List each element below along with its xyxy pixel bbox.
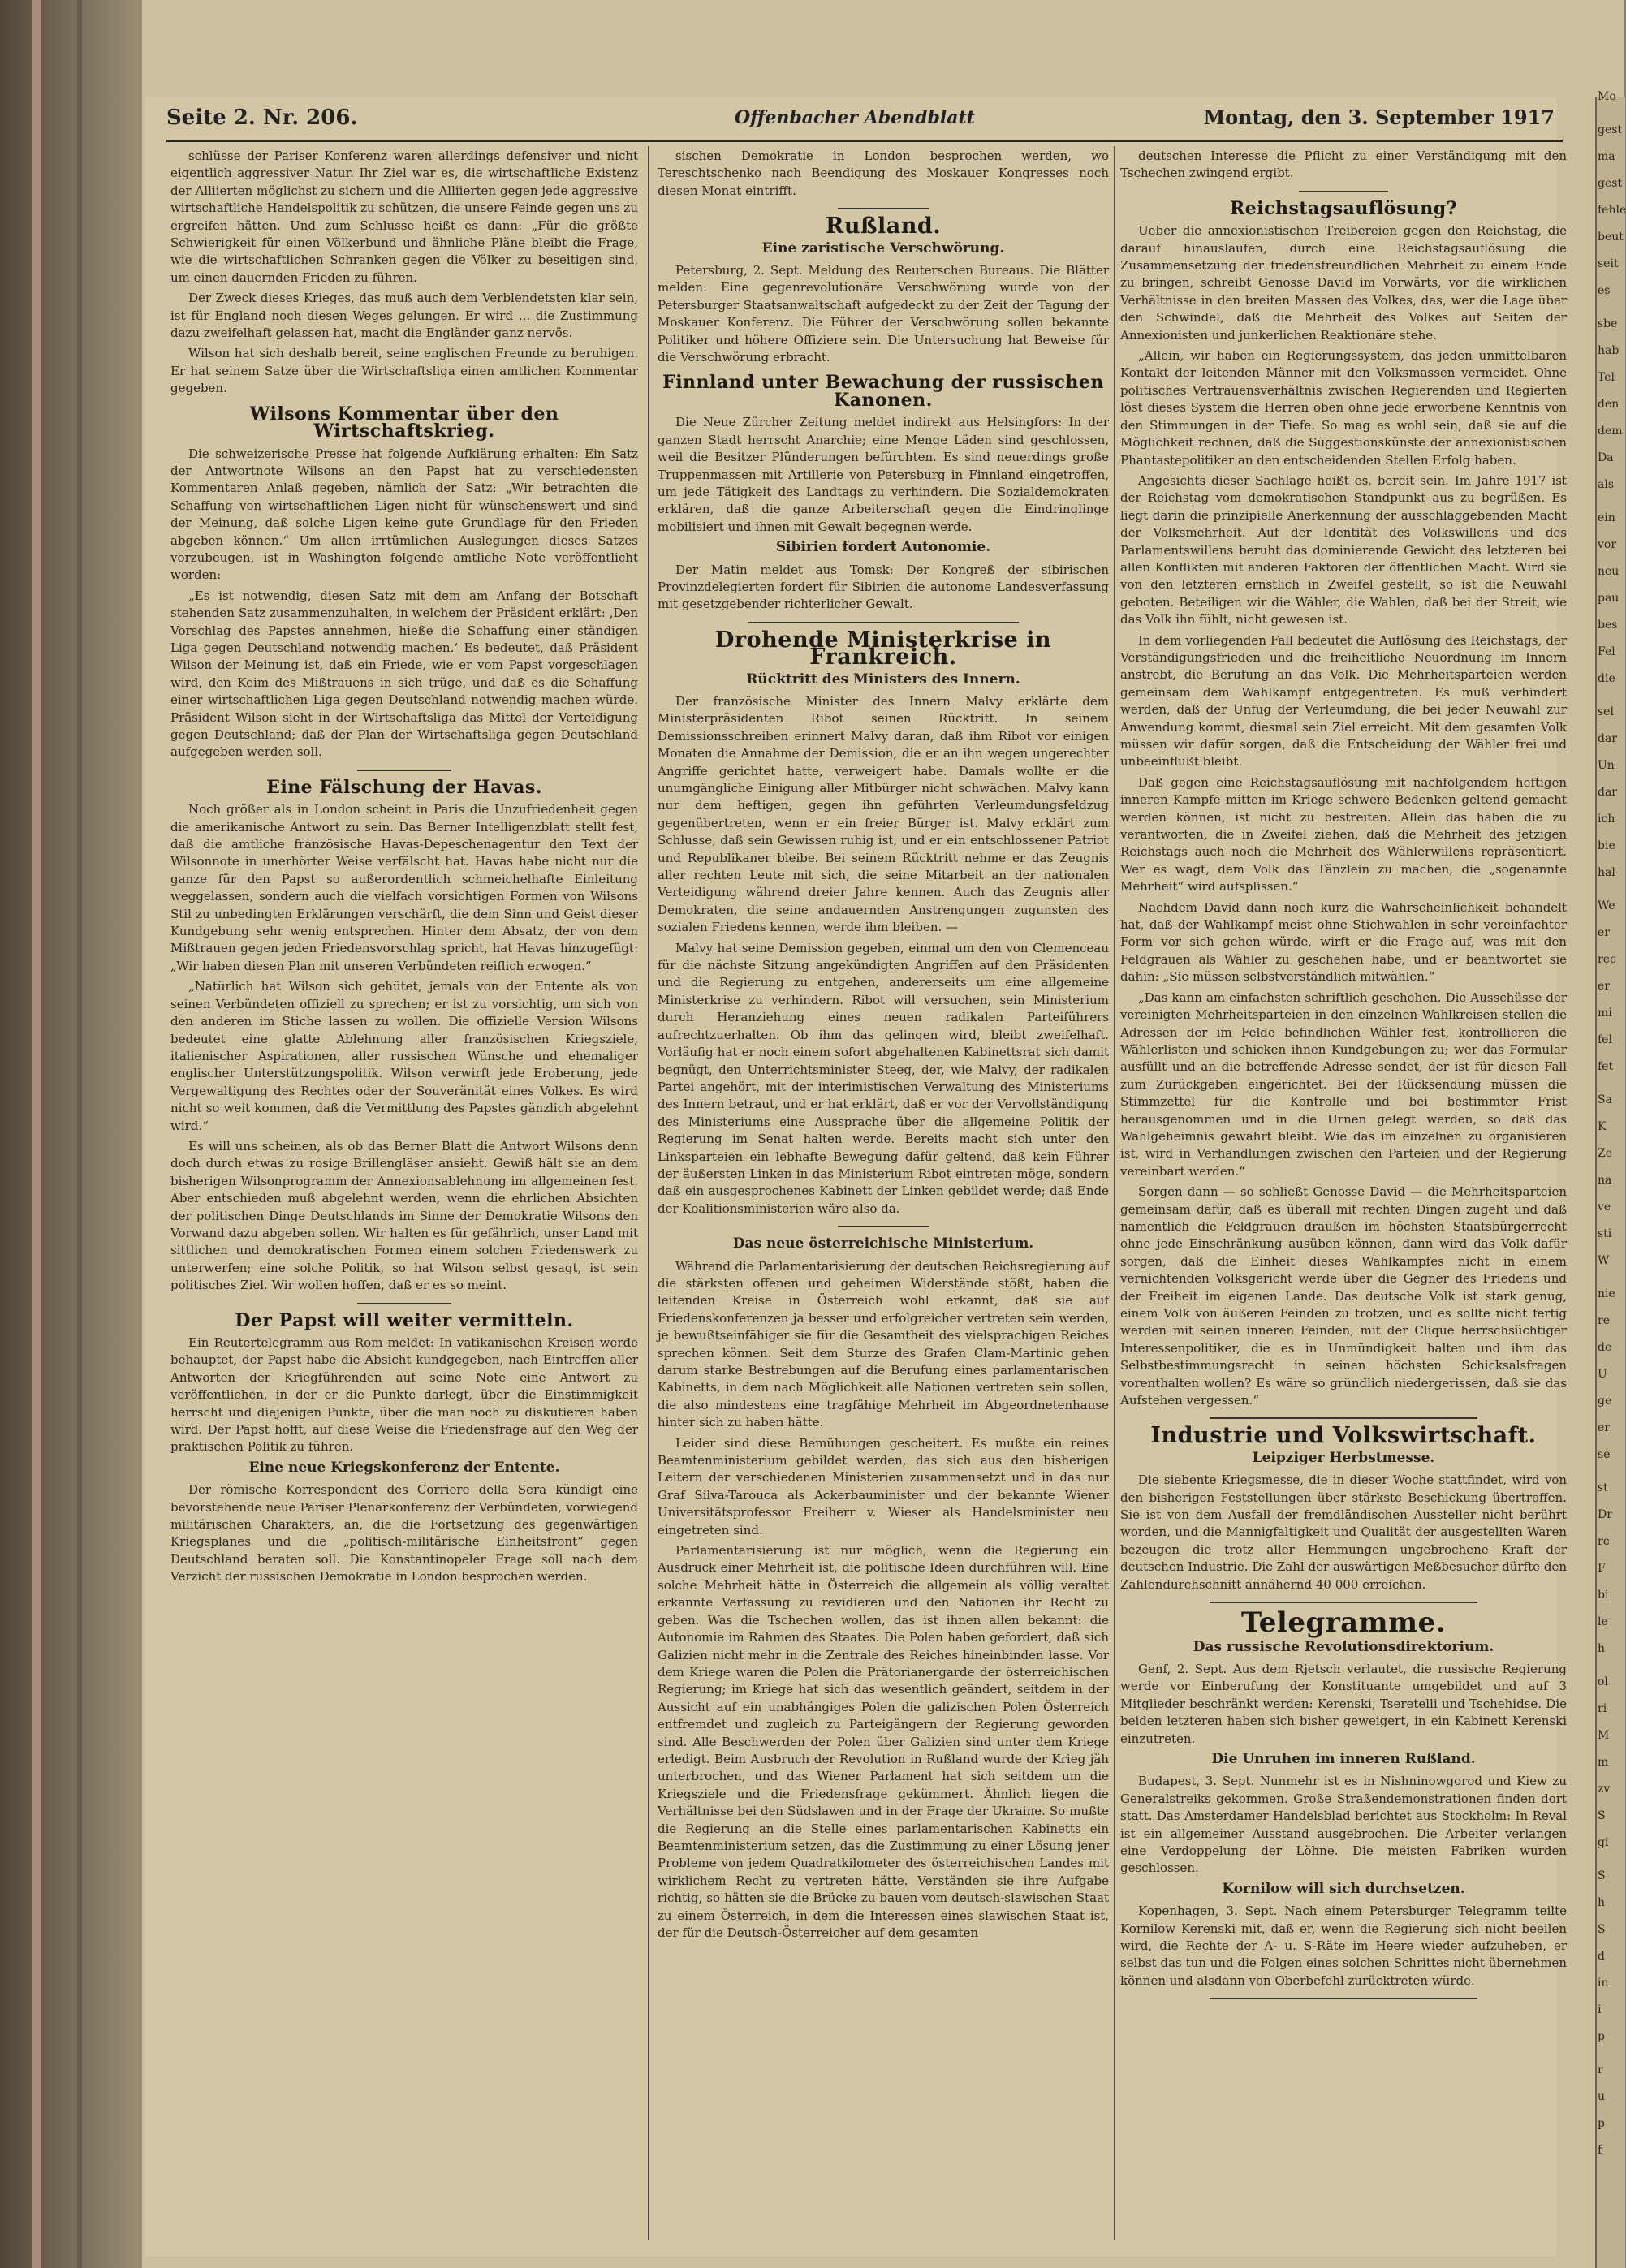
edge-fragment: ma <box>1598 150 1615 163</box>
section-heading: Rußland. <box>825 213 942 239</box>
paragraph: deutschen Interesse die Pflicht zu einer Verständigung mit den Tschechen zwingend ergibt. <box>1120 149 1567 181</box>
edge-fragment: ri <box>1598 1702 1607 1715</box>
paragraph: Es will uns scheinen, als ob das Berner Blatt die Antwort Wilsons denn doch durch etwas zu rosige Brillengläser ansieht. Gewiß hält sie an dem bisherigen Wilsonprogramm der Annexionsablehnung im allgemeinen fest. Aber entschieden muß abgelehnt werden, wenn die ehrlichen Absichten der politischen Dinge Deutschlands im Sinne der Demokratie Wilsons den Vorwand dazu abgeben sollen. Wir halten es für gefährlich, unser Land mit sittlichen und demokratischen Formen einem solchen Friedenswerk zu unterwerfen; eine solche Politik, so hat Wilson selbst gesagt, ist sein politisches Ziel. Wir wollen hoffen, daß er es so meint. <box>170 1138 638 1293</box>
edge-fragment: gest <box>1598 177 1623 190</box>
edge-fragment: rec <box>1598 953 1616 966</box>
book-spine <box>0 0 142 2268</box>
edge-fragment: als <box>1598 478 1615 491</box>
article-heading: Drohende Ministerkrise in Frankreich. <box>714 627 1051 670</box>
paragraph: Sorgen dann — so schließt Genosse David — die Mehrheitsparteien gemeinsam dafür, daß es überall mit rechten Dingen zugeht und daß namentlich die Feldgrauen draußen im höchsten Staatsbürgerrecht ohne jede Einschränkung ausüben können, dann wird das Volk dafür sorgen, daß die Einheit dieses Wahlkampfes nicht in einem vernichtenden Volksgericht werde über die Gegner des Friedens und der Freiheit im eigenen Lande. Das deutsche Volk ist stark genug, einem Volk von äußeren Feinden zu trotzen, und es sollte nicht fertig werden mit seinen inneren Feinden, mit der Clique herrschsüchtiger Interessenpolitiker, die es in Unmündigkeit halten und ihm das Selbstbestimmungsrecht in seinen höchsten Schicksalsfragen vorenthalten wollen? Es wäre so gründlich niedergerissen, daß sie das Aufstehen vergessen.“ <box>1120 1184 1567 1408</box>
edge-fragment: bes <box>1598 619 1618 632</box>
edge-fragment: in <box>1598 1977 1609 1990</box>
edge-fragment: Tel <box>1598 371 1615 384</box>
paragraph: „Das kann am einfachsten schriftlich geschehen. Die Ausschüsse der vereinigten Mehrheitsparteien in den einzelnen Wahlkreisen stellen die Adressen der im Felde befindlichen Wähler fest, kontrollieren die Wählerlisten und schicken ihnen Kundgebungen zu; wer das Formular ausfüllt und an die betreffende Adresse sendet, der ist für diesen Fall zum Zurückgeben eingerichtet. Bei der Rücksendung müssen die Stimmzettel für die Kontrolle und bei bestimmter Frist herausgenommen und in die Urnen gelegt werden, so daß das Wahlgeheimnis gewahrt bleibt. Wie das im einzelnen zu organisieren ist, wird in Verhandlungen zwischen den Parteien und der Regierung vereinbart werden.“ <box>1120 990 1567 1179</box>
paragraph: Malvy hat seine Demission gegeben, einmal um den von Clemenceau für die nächste Sitzung angekündigten Angriffen auf den Präsidenten und die Regierung zu entgehen, andererseits um eine allgemeine Ministerkrise zu verhindern. Ribot will versuchen, sein Ministerium durch Heranziehung eines neuen radikalen Parteiführers aufrechtzuerhalten. Ob ihm das gelingen wird, bleibt zweifelhaft. Vorläufig hat er noch einem sofort abgehaltenen Kabinettsrat sich damit begnügt, den Unterrichtsminister Steeg, der, wie Malvy, der radikalen Partei angehört, mit der interimistischen Verwaltung des Ministeriums des Innern betraut, und er hat erklärt, daß er vor der Vervollständigung des Ministeriums eine Aussprache über die allgemeine Politik der Regierung im Senat halten werde. Bereits macht sich unter den Linksparteien ein lebhafte Bewegung dafür geltend, daß kein Führer der äußersten Linken in das Ministerium Ribot eintreten möge, sondern daß ein ausgesprochenes Kabinett der Linken gebildet werde; daß Ende der Koalitionsministerien wäre also da. <box>658 940 1109 1216</box>
edge-fragment: Ze <box>1598 1147 1613 1160</box>
paragraph: Während die Parlamentarisierung der deutschen Reichsregierung auf die stärksten offenen und geheimen Widerstände stößt, haben die leitenden Kreise in Österreich wohl erkannt, daß sie auf Friedenskonferenzen ja besser und erfolgreicher vertreten sein werden, je bewußtseinfähiger sie für die Gesamtheit des vielsprachigen Reiches sprechen können. Seit dem Sturze des Grafen Clam-Martinic gehen darum starke Bestrebungen auf die Berufung eines parlamentarischen Kabinetts, in dem nach Möglichkeit alle Nationen vertreten sein sollen, die also mindestens eine tragfähige Mehrheit im Abgeordnetenhause hinter sich zu haben hätte. <box>658 1258 1109 1430</box>
article-heading: Eine Fälschung der Havas. <box>266 776 542 798</box>
paragraph: Parlamentarisierung ist nur möglich, wenn die Regierung ein Ausdruck einer Mehrheit ist, die politische Ideen durchführen will. Eine solche Mehrheit hätte in Österreich die allgemein als völlig veraltet erkannte Verfassung zu revidieren und den Nationen ihr Recht zu geben. Was die Tschechen wollen, das ist ihnen allen bekannt: die Autonomie im Rahmen des Staates. Die Polen haben gefordert, daß sich Galizien nicht mehr in die Zentrale des Reiches hineinbinden lasse. Vor dem Kriege waren die Polen die Prätorianergarde der österreichischen Regierung; im Kriege hat sich das wesentlich geändert, seitdem in der Aussicht auf ein unabhängiges Polen die galizischen Polen Österreich entfremdet und zugleich zu Parteigängern der Regierung geworden sind. Alle Beschwerden der Polen über Galizien sind unter dem Kriege erledigt. Beim Ausbruch der Revolution in Rußland wurde der Krieg jäh unterbrochen, und das Wiener Parlament hat sich seitdem um die Kriegsziele und die Friedensfrage gekümmert. Ähnlich liegen die Verhältnisse bei den Südslawen und in der Frage der Ukraine. So mußte die Regierung an die Stelle eines parlamentarischen Kabinetts ein Beamtenministerium setzen, das die Zustimmung zu einer Lösung jener Probleme von jedem Quadratkilometer des österreichischen Landes mit wirklichem Recht zu vertreten hätte. Verständen sie ihre Aufgabe richtig, so hätten sie die Brücke zu bauen vom deutsch-slawischen Staat zu einem Österreich, in dem die Interessen eines slawischen Staat ist, der für die Deutsch-Österreicher auf dem gesamten <box>658 1543 1109 1940</box>
edge-fragment: er <box>1598 1421 1610 1434</box>
edge-fragment: f <box>1598 2144 1602 2157</box>
edge-fragment: dar <box>1598 732 1618 745</box>
edge-fragment: er <box>1598 926 1610 939</box>
paragraph: Die schweizerische Presse hat folgende Aufklärung erhalten: Ein Satz der Antwortnote Wilsons an den Papst hat zu verschiedensten Kommentaren Anlaß gegeben, nämlich der Satz: „Wir betrachten die Schaffung von wirtschaftlichen Ligen nicht für wünschenswert und sind der Meinung, daß solche Ligen keine gute Grundlage für den Frieden abgeben können.“ Um allen irrtümlichen Auslegungen dieses Satzes vorzubeugen, ist in Washington folgende amtliche Note veröffentlicht worden: <box>170 446 638 583</box>
article-subheading: Eine zaristische Verschwörung. <box>761 239 1005 257</box>
edge-fragment: hab <box>1598 344 1620 357</box>
column-divider <box>648 146 649 2240</box>
paragraph: Ein Reutertelegramm aus Rom meldet: In vatikanischen Kreisen werde behauptet, der Papst habe die Absicht kundgegeben, nach Eintreffen aller Antworten der Kriegführenden auf seine Note eine Antwort zu veröffentlichen, in der er die Punkte darlegt, über die Einstimmigkeit herrscht und diejenigen Punkte, über die man noch zu diskutieren haben wird. Der Papst hofft, auf diese Weise die Friedensfrage auf den Weg der praktischen Politik zu führen. <box>170 1335 638 1455</box>
edge-fragment: bie <box>1598 839 1615 852</box>
edge-fragment: sbe <box>1598 317 1618 330</box>
section-heading: Industrie und Volkswirtschaft. <box>1150 1423 1537 1449</box>
edge-fragment: ich <box>1598 813 1615 826</box>
edge-fragment: re <box>1598 1535 1610 1548</box>
article-heading: Reichstagsauflösung? <box>1230 197 1457 219</box>
paragraph: Genf, 2. Sept. Aus dem Rjetsch verlautet, die russische Regierung werde vor Einberufung der Konstituante umgebildet und auf 3 Mitglieder beschränkt werden: Kerenski, Tseretelli und Tschehidse. Die beiden letzteren haben sich bisher geweigert, in ein Kabinett Kerenski einzutreten. <box>1120 1661 1567 1746</box>
paragraph: Budapest, 3. Sept. Nunmehr ist es in Nishninowgorod und Kiew zu Generalstreiks gekommen. Große Straßendemonstrationen finden dort statt. Das Amsterdamer Handelsblad berichtet aus Stockholm: In Reval ist ein allgemeiner Ausstand ausgebrochen. Die Arbeiter verlangen eine Verdoppelung der Löhne. Die meisten Fabriken wurden geschlossen. <box>1120 1774 1567 1876</box>
issue-date: Montag, den 3. September 1917 <box>1203 106 1555 129</box>
paragraph: Der französische Minister des Innern Malvy erklärte dem Ministerpräsidenten Ribot seinen Rücktritt. In seinem Demissionsschreiben erinnert Malvy daran, daß ihm Ribot vor einigen Monaten die Annahme der Demission, die er an ihn wegen ungerechter Angriffe gerichtet hatte, verweigert habe. Damals wollte er die unumgängliche Einigung aller Mitbürger nicht schwächen. Malvy kann nur dem heftigen, gegen ihn geführten Verleumdungsfeldzug gegenübertreten, wenn er ein freier Bürger ist. Malvy erklärt zum Schlusse, daß sein Gewissen ruhig ist, und er ein entschlossener Patriot und Republikaner bleibe. Bei seinem Rücktritt nehme er das Zeugnis aller rechten Leute mit sich, die seine Mitarbeit an der nationalen Verteidigung während dreier Jahre kennen. Auch das Zeugnis aller Demokraten, die seine andauernden Anstrengungen zugunsten des sozialen Friedens kennen, werde ihm bleiben. — <box>658 693 1109 935</box>
edge-fragment: S <box>1598 1809 1606 1822</box>
edge-fragment: den <box>1598 398 1620 411</box>
edge-fragment: le <box>1598 1615 1608 1628</box>
edge-fragment: Da <box>1598 451 1614 464</box>
page-header <box>166 106 1563 138</box>
edge-fragment: Dr <box>1598 1508 1612 1521</box>
edge-fragment: r <box>1598 2063 1603 2076</box>
edge-fragment: gest <box>1598 123 1623 136</box>
column-3 <box>1120 148 1567 2226</box>
paragraph: sischen Demokratie in London besprochen werden, wo Tereschtschenko nach Beendigung des Moskauer Kongresses noch diesen Monat eintrifft. <box>658 149 1109 198</box>
edge-fragment: fel <box>1598 1033 1612 1046</box>
spine-stripe-dark <box>77 0 82 2268</box>
edge-fragment: ve <box>1598 1201 1611 1214</box>
paragraph: „Allein, wir haben ein Regierungssystem, das jeden unmittelbaren Kontakt der leitenden Männer mit den Volksmassen vermeidet. Ohne politisches Vertrauensverhältnis zwischen Regierenden und Regierten löst dieses System die Herren oben ohne jede erworbene Kenntnis von den Stimmungen in der Tiefe. So mag es wohl sein, daß sie auf die Möglichkeit rechnen, daß die Suggestionskünste der annexionistischen Phantastepolitiker an den entscheidenden Stellen Erfolg haben. <box>1120 348 1567 468</box>
edge-fragment: M <box>1598 1729 1610 1742</box>
edge-fragment: beut <box>1598 231 1624 244</box>
edge-fragment: sti <box>1598 1227 1612 1240</box>
edge-fragment: er <box>1598 980 1610 993</box>
edge-fragment: Un <box>1598 759 1615 772</box>
column-1 <box>170 148 638 2226</box>
edge-fragment: p <box>1598 2117 1605 2130</box>
divider <box>1299 191 1388 192</box>
article-subheading: Das neue österreichische Ministerium. <box>732 1235 1034 1253</box>
page-number: Seite 2. Nr. 206. <box>166 106 358 130</box>
divider <box>357 1303 451 1304</box>
article-subheading: Das russische Revolutionsdirektorium. <box>1193 1638 1494 1655</box>
article-subheading: Die Unruhen im inneren Rußland. <box>1211 1750 1476 1767</box>
edge-fragment: seit <box>1598 257 1619 270</box>
edge-fragment: nie <box>1598 1287 1615 1300</box>
edge-fragment: gi <box>1598 1836 1609 1849</box>
article-heading: Der Papst will weiter vermitteln. <box>235 1309 574 1331</box>
edge-fragment: Mo <box>1598 90 1616 103</box>
edge-fragment: fehle <box>1598 204 1626 217</box>
paragraph: „Es ist notwendig, diesen Satz mit dem am Anfang der Botschaft stehenden Satz zusammenzuhalten, in welchem der Präsident erklärt: ‚Den Vorschlag des Papstes annehmen, hieße die Schaffung einer ständigen Liga gegen Deutschland notwendig machen.‘ Es bedeutet, daß Präsident Wilson der Meinung ist, daß ein Friede, wie er vom Papst vorgeschlagen wird, den Keim des Mißtrauens in sich trüge, und daß es die Schaffung einer wirtschaftlichen Liga gegen Deutschland notwendig machen würde. Präsident Wilson sieht in der Wirtschaftsliga das Mittel der Verteidigung gegen Deutschland; daß der Plan der Wirtschaftsliga gegen Deutschland aufgegeben werden soll. <box>170 588 638 760</box>
header-rule <box>166 140 1563 142</box>
article-subheading: Kornilow will sich durchsetzen. <box>1222 1880 1465 1897</box>
edge-fragment: die <box>1598 672 1615 685</box>
paragraph: Ueber die annexionistischen Treibereien gegen den Reichstag, die darauf hinauslaufen, durch eine Reichstagsauflösung die Zusammensetzung der friedensfreundlichen Mehrheit zu einem Ende zu bringen, schreibt Genosse David im Vorwärts, vor die wirklichen Verhältnisse in den breiten Massen des Volkes, das, wer die Lage über den Schwindel, daß die Mehrheit des Volkes auf Seiten der Annexionisten und junkerlichen Reaktionäre stehe. <box>1120 223 1567 343</box>
edge-fragment: u <box>1598 2090 1606 2103</box>
paragraph: „Natürlich hat Wilson sich gehütet, jemals von der Entente als von seinen Verbündeten offiziell zu sprechen; er ist zu vorsichtig, um sich von den anderen im Stiche lassen zu wollen. Die offizielle Version Wilsons bedeutet eine glatte Ablehnung aller französischen Kriegsziele, italienischer Aspirationen, aller russischen Wünsche und ehemaliger englischer Unterstützungspolitik. Wilson verwirft jede Eroberung, jede Vergewaltigung des Rechtes oder der Souveränität eines Volkes. Es wird nicht so weit kommen, daß die Vermittlung des Papstes gänzlich abgelehnt wird.“ <box>170 979 638 1133</box>
edge-fragment: p <box>1598 2030 1605 2043</box>
edge-fragment: F <box>1598 1562 1606 1575</box>
column-divider <box>1114 146 1115 2240</box>
divider <box>357 770 451 771</box>
edge-fragment: pau <box>1598 592 1620 605</box>
paragraph: Der römische Korrespondent des Corriere della Sera kündigt eine bevorstehende neue Pariser Plenarkonferenz der Verbündeten, vorwiegend militärischen Charakters, an, die die Fortsetzung des gegenwärtigen Kriegsplanes und die „politisch-militärische Einheitsfront“ gegen Deutschland beraten soll. Die Konstantinopeler Frage soll nach dem Verzicht der russischen Demokratie in London besprochen werden. <box>170 1482 638 1585</box>
edge-fragment: m <box>1598 1756 1609 1769</box>
paragraph: Wilson hat sich deshalb bereit, seine englischen Freunde zu beruhigen. Er hat seinem Satze über die Wirtschaftsliga einen amtlichen Kommentar gegeben. <box>170 346 638 396</box>
paragraph: schlüsse der Pariser Konferenz waren allerdings defensiver und nicht eigentlich aggressiver Natur. Ihr Ziel war es, die wirtschaftliche Existenz der Alliierten möglichst zu sichern und die Alliierten gegen jede aggressive wirtschaftliche Handelspolitik zu schützen, die unsere Feinde gegen uns zu ergreifen hätten. Und zum Schlusse heißt es dann: „Für die größte Schwierigkeit für einen Völkerbund und ähnliche Pläne bleibt die Frage, wie die wirtschaftlichen Schranken gegen die Völker zu beseitigen sind, um einen dauernden Frieden zu führen. <box>170 149 638 285</box>
section-heading: Telegramme. <box>1240 1606 1447 1640</box>
article-heading: Finnland unter Bewachung der russischen Kanonen. <box>662 372 1104 411</box>
edge-fragment: h <box>1598 1896 1606 1909</box>
edge-fragment: Fel <box>1598 645 1615 658</box>
paragraph: Der Zweck dieses Krieges, das muß auch dem Verblendetsten klar sein, ist für England noch diesen Weges gelungen. Er wird ... die Zustimmung dazu zweifelhaft gelassen hat, macht die Engländer ganz nervös. <box>170 291 638 341</box>
edge-fragment: re <box>1598 1314 1610 1327</box>
column-2 <box>658 148 1109 2226</box>
edge-fragment: K <box>1598 1120 1607 1133</box>
article-subheading: Leipziger Herbstmesse. <box>1252 1449 1435 1466</box>
article-subheading: Rücktritt des Ministers des Innern. <box>746 670 1020 688</box>
divider <box>838 208 928 209</box>
edge-fragment: S <box>1598 1923 1606 1936</box>
edge-fragment: sel <box>1598 705 1614 718</box>
edge-fragment: na <box>1598 1174 1612 1187</box>
edge-fragment: mi <box>1598 1007 1612 1020</box>
paragraph: Leider sind diese Bemühungen gescheitert. Es mußte ein reines Beamtenministerium gebildet werden, das sich aus den bisherigen Leitern der verschiedenen Ministerien zusammensetzt und in das nur Graf Silva-Tarouca als Ackerbauminister und der bekannte Wiener Universitätsprofessor Freiherr v. Wieser als Handelsminister neu eingetreten sind. <box>658 1435 1109 1537</box>
paragraph: Noch größer als in London scheint in Paris die Unzufriedenheit gegen die amerikanische Antwort zu sein. Das Berner Intelligenzblatt stellt fest, daß die amtliche französische Havas-Depeschenagentur den Text der Wilsonnote in unerhörter Weise verfälscht hat. Havas habe nicht nur die ganze für den Papst so außerordentlich schmeichelhafte Einleitung weggelassen, sondern auch die vielfach vorsichtigen Formen von Wilsons Stil zu unbedingten Erklärungen verschärft, die dem Sinn und Geist dieser Kundgebung sehr wenig entsprechen. Hinter dem Absatz, der von dem Mißtrauen gegen jeden Friedensvorschlag spricht, hat Havas hinzugefügt: „Wir haben diesen Plan mit unseren Verbündeten reiflich erwogen.“ <box>170 802 638 973</box>
edge-fragment: S <box>1598 1869 1606 1882</box>
edge-fragment: ge <box>1598 1395 1612 1408</box>
paragraph: Daß gegen eine Reichstagsauflösung mit nachfolgendem heftigen inneren Kampfe mitten im Kriege schwere Bedenken geltend gemacht werden können, ist nicht zu bestreiten. Allein das haben die zu verantworten, die in Zweifel ziehen, daß die Mehrheit des jetzigen Reichstags auch noch die Mehrheit des Wählerwillens repräsentiert. Wer es wagt, dem Volk das Tänzlein zu machen, die „sogenannte Mehrheit“ wird aufsplissen.“ <box>1120 774 1567 895</box>
divider <box>748 622 1019 623</box>
edge-fragment: vor <box>1598 538 1617 551</box>
edge-fragment: dem <box>1598 425 1623 438</box>
edge-fragment: U <box>1598 1368 1607 1381</box>
paragraph: Die siebente Kriegsmesse, die in dieser Woche stattfindet, wird von den bisherigen Feststellungen über stärkste Beschickung übertroffen. Sie ist von dem Ausfall der fremdländischen Aussteller nicht berührt worden, und die Mannigfaltigkeit und Qualität der ausgestellten Waren bezeugen die trotz aller Hemmungen ungebrochene Kraft der deutschen Industrie. Die Zahl der auswärtigen Meßbesucher dürfte den Zahlendurchschnitt annähernd 40 000 erreichen. <box>1120 1472 1567 1592</box>
edge-fragment: se <box>1598 1448 1611 1461</box>
divider <box>1210 1998 1477 1999</box>
paragraph: Die Neue Zürcher Zeitung meldet indirekt aus Helsingfors: In der ganzen Stadt herrscht Anarchie; eine Menge Läden sind geschlossen, weil die Besitzer Plünderungen befürchten. Es sind neuerdings große Truppenmassen mit Artillerie von Petersburg in Finnland eingetroffen, um jede Tätigkeit des Landtags zu verhindern. Die Sozialdemokraten erklären, daß die ganze Arbeiterschaft gegen die Eindringlinge mobilisiert und ihnen mit Gewalt begegnen werde. <box>658 415 1109 534</box>
edge-fragment: ol <box>1598 1675 1608 1688</box>
edge-fragment: bi <box>1598 1589 1609 1602</box>
divider <box>1210 1417 1477 1419</box>
edge-fragment: dar <box>1598 786 1618 799</box>
paragraph: Nachdem David dann noch kurz die Wahrscheinlichkeit behandelt hat, daß der Wahlkampf meist ohne Stichwahlen in sehr vereinfachter Form vor sich gehen würde, wirft er die Frage auf, was mit den Feldgrauen als Wähler zu geschehen habe, und er beantwortet sie dahin: „Sie müssen selbstverständlich mitwählen.“ <box>1120 899 1567 985</box>
article-heading: Wilsons Kommentar über den Wirtschaftskrieg. <box>249 403 559 442</box>
edge-fragment: d <box>1598 1950 1605 1963</box>
newspaper-title: Offenbacher Abendblatt <box>735 107 975 128</box>
edge-fragment: W <box>1598 1254 1610 1267</box>
edge-fragment: neu <box>1598 565 1620 578</box>
edge-fragment: zv <box>1598 1783 1611 1796</box>
article-subheading: Eine neue Kriegskonferenz der Entente. <box>248 1459 560 1476</box>
edge-fragment: ein <box>1598 511 1615 524</box>
edge-fragment: es <box>1598 284 1611 297</box>
edge-fragment: Sa <box>1598 1093 1612 1106</box>
edge-fragment: de <box>1598 1341 1612 1354</box>
next-page-fragments <box>1598 89 1626 2249</box>
edge-fragment: st <box>1598 1481 1608 1494</box>
paragraph: In dem vorliegenden Fall bedeutet die Auflösung des Reichstags, der Verständigungsfrieden und die freiheitliche Neuordnung im Innern anstrebt, die Berufung an das Volk. Die Mehrheitsparteien werden gemeinsam dem Wahlkampf entgegentreten. Es muß verhindert werden, daß der Unfug der Verleumdung, die bei jeder Neuwahl zur Anwendung kommt, diesmal sein Ziel erreicht. Mit dem gesamten Volk müssen wir dafür sorgen, daß die Entscheidung der Wähler frei und unbeeinflußt bleibt. <box>1120 632 1567 770</box>
divider <box>1210 1602 1477 1603</box>
edge-fragment: hal <box>1598 866 1615 879</box>
paragraph: Der Matin meldet aus Tomsk: Der Kongreß der sibirischen Provinzdelegierten fordert für Sibirien die autonome Landesverfassung mit gesetzgebender richterlicher Gewalt. <box>658 562 1109 612</box>
article-subheading: Sibirien fordert Autonomie. <box>775 539 991 556</box>
divider <box>838 1226 928 1227</box>
edge-fragment: i <box>1598 2003 1602 2016</box>
paragraph: Kopenhagen, 3. Sept. Nach einem Petersburger Telegramm teilte Kornilow Kerenski mit, daß er, wenn die Regierung sich nicht beeilen wird, die Rechte der A- u. S-Räte im Heere wieder aufzuheben, er selbst das tun und die Folgen eines solchen Schrittes nicht übernehmen können und alsdann von Oberbefehl zurücktreten würde. <box>1120 1904 1567 1988</box>
edge-fragment: h <box>1598 1642 1606 1655</box>
paragraph: Petersburg, 2. Sept. Meldung des Reuterschen Bureaus. Die Blätter melden: Eine gegenrevolutionäre Verschwörung wurde von der Petersburger Staatsanwaltschaft aufgedeckt zu der Zeit der Tagung der Moskauer Konferenz. Die Führer der Verschwörung sollen bekannte Politiker und höhere Offiziere sein. Die Untersuchung hat Beweise für die Verschwörung erbracht. <box>658 263 1109 365</box>
edge-fragment: We <box>1598 899 1615 912</box>
spine-stripe <box>32 0 41 2268</box>
paragraph: Angesichts dieser Sachlage heißt es, bereit sein. Im Jahre 1917 ist der Reichstag vom demokratischen Standpunkt aus zu begrüßen. Es liegt darin die prinzipielle Anerkennung der ausschlaggebenden Macht der Volksmehrheit. Auf der Identität des Volkswillens und des Parlamentswillens beruht das dominierende Gewicht des letzteren bei allen Konflikten mit anderen Faktoren der öffentlichen Macht. Wird sie von den letzteren ernstlich in Zweifel gestellt, so ist die Neuwahl geboten. Beteiligen wir die Wähler, die Wahlen, daß bei der Streit, wie das Volk ihn fühlt, nicht gewesen ist. <box>1120 472 1567 627</box>
edge-fragment: fet <box>1598 1060 1614 1073</box>
